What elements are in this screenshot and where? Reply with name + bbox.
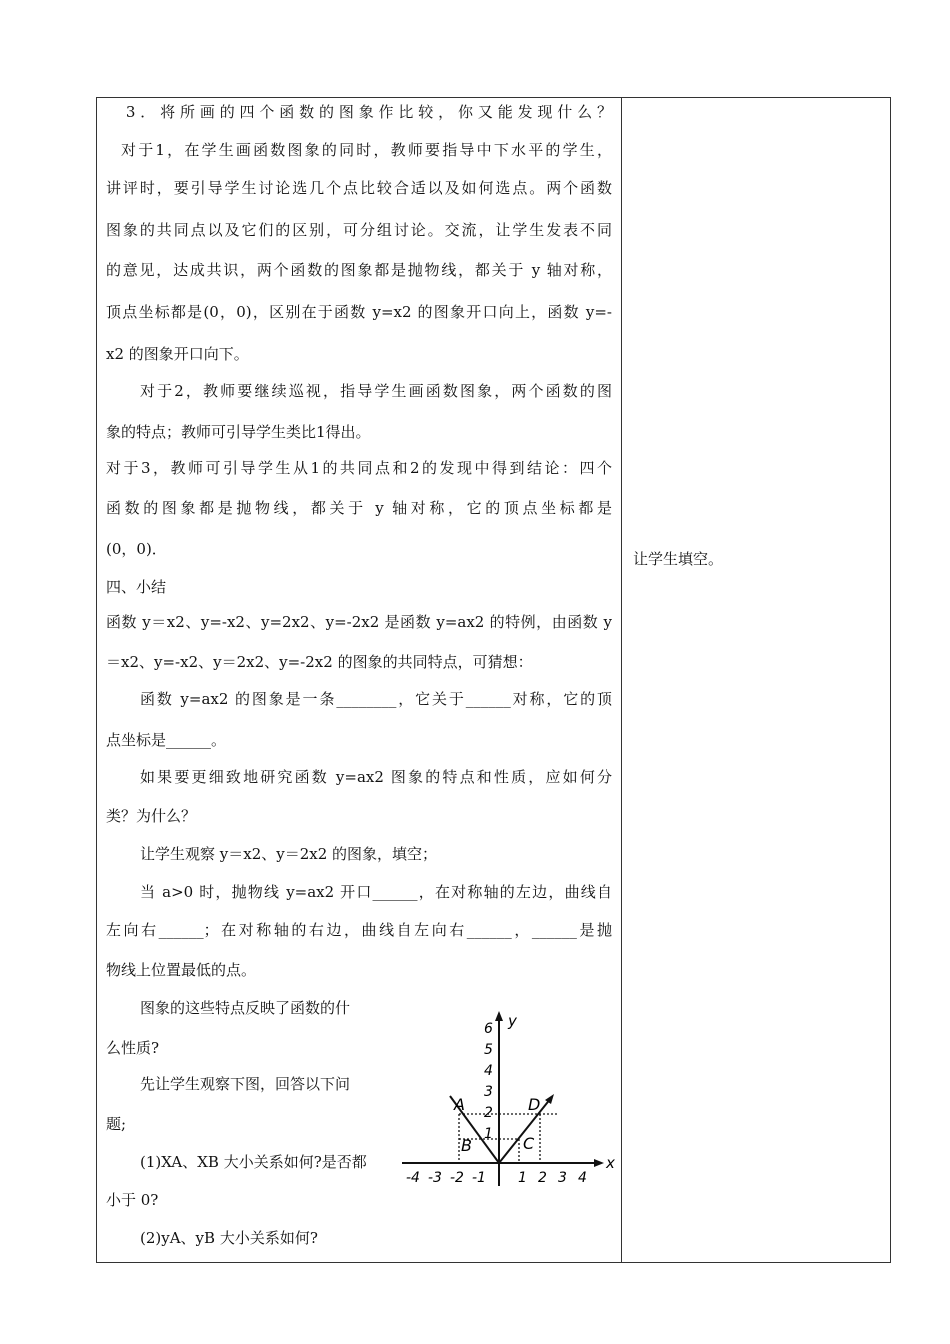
x-tick-label: 4 bbox=[578, 1170, 587, 1186]
text-line: 当 a>0 时，抛物线 y=ax2 开口______，在对称轴的左边，曲线自 bbox=[140, 883, 612, 901]
column-divider bbox=[621, 97, 622, 1263]
x-tick-label: -3 bbox=[428, 1170, 442, 1186]
text-line: 题; bbox=[106, 1115, 127, 1133]
text-line: 如果要更细致地研究函数 y=ax2 图象的特点和性质，应如何分 bbox=[140, 768, 612, 786]
text-line: 的意见，达成共识，两个函数的图象都是抛物线，都关于 y 轴对称， bbox=[106, 261, 612, 279]
text-line: 象的特点；教师可引导学生类比1得出。 bbox=[106, 423, 371, 441]
y-axis-arrow bbox=[495, 1011, 503, 1021]
x-axis-label: x bbox=[606, 1154, 615, 1172]
text-line: 函数的图象都是抛物线，都关于 y 轴对称，它的顶点坐标都是 bbox=[106, 499, 612, 517]
y-tick-label: 1 bbox=[484, 1126, 493, 1142]
x-tick-label: -2 bbox=[450, 1170, 464, 1186]
text-line: 图象的共同点以及它们的区别，可分组讨论。交流，让学生发表不同 bbox=[106, 221, 612, 239]
y-tick-label: 4 bbox=[484, 1063, 493, 1079]
text-line: (2)yA、yB 大小关系如何? bbox=[140, 1229, 318, 1247]
x-tick-label: 2 bbox=[538, 1170, 547, 1186]
y-tick-label: 5 bbox=[484, 1042, 493, 1058]
point-label-a: A bbox=[454, 1095, 465, 1114]
x-tick-label: 3 bbox=[558, 1170, 567, 1186]
point-label-b: B bbox=[461, 1136, 472, 1155]
y-tick-label: 6 bbox=[484, 1021, 493, 1037]
point-label-d: D bbox=[528, 1095, 541, 1114]
text-line: (0，0)． bbox=[106, 540, 167, 558]
text-line: 类？为什么？ bbox=[106, 807, 197, 825]
text-line: 点坐标是______。 bbox=[106, 731, 227, 749]
text-line: 对于3，教师可引导学生从1的共同点和2的发现中得到结论：四个 bbox=[106, 459, 612, 477]
y-tick-label: 3 bbox=[484, 1084, 493, 1100]
text-line: 函数 y＝x2、y=-x2、y=2x2、y=-2x2 是函数 y=ax2 的特例，由函数 y bbox=[106, 613, 612, 631]
text-line: 对于1，在学生画函数图象的同时，教师要指导中下水平的学生， bbox=[121, 141, 612, 159]
text-line: 小于 0? bbox=[106, 1191, 159, 1209]
x-tick-label: -4 bbox=[406, 1170, 420, 1186]
text-line: 3．将所画的四个函数的图象作比较，你又能发现什么？ bbox=[106, 103, 612, 121]
text-line: 左向右______；在对称轴的右边，曲线自左向右______，______是抛 bbox=[106, 921, 612, 939]
y-axis-label: y bbox=[508, 1012, 517, 1030]
parabola-graph bbox=[398, 1008, 620, 1194]
side-note: 让学生填空。 bbox=[633, 550, 724, 568]
point-label-c: C bbox=[523, 1134, 535, 1153]
x-axis-arrow bbox=[594, 1159, 604, 1167]
text-line: 先让学生观察下图，回答以下问 bbox=[140, 1075, 351, 1093]
text-line: ＝x2、y=-x2、y＝2x2、y=-2x2 的图象的共同特点，可猜想： bbox=[106, 653, 533, 671]
x-tick-label: 1 bbox=[518, 1170, 527, 1186]
text-line: 讲评时，要引导学生讨论选几个点比较合适以及如何选点。两个函数 bbox=[106, 179, 612, 197]
x-tick-label: -1 bbox=[472, 1170, 486, 1186]
text-line: 让学生观察 y＝x2、y＝2x2 的图象，填空； bbox=[140, 845, 438, 863]
section-heading: 四、小结 bbox=[106, 578, 167, 596]
text-line: 么性质? bbox=[106, 1039, 160, 1057]
text-line: 顶点坐标都是(0，0)，区别在于函数 y=x2 的图象开口向上，函数 y=- bbox=[106, 303, 612, 321]
text-line: (1)XA、XB 大小关系如何?是否都 bbox=[140, 1153, 367, 1171]
text-line: x2 的图象开口向下。 bbox=[106, 345, 249, 363]
text-line: 函数 y=ax2 的图象是一条________，它关于______对称，它的顶 bbox=[140, 690, 612, 708]
y-tick-label: 2 bbox=[484, 1105, 493, 1121]
text-line: 图象的这些特点反映了函数的什 bbox=[140, 999, 351, 1017]
text-line: 物线上位置最低的点。 bbox=[106, 961, 257, 979]
text-line: 对于2，教师要继续巡视，指导学生画函数图象，两个函数的图 bbox=[140, 382, 612, 400]
